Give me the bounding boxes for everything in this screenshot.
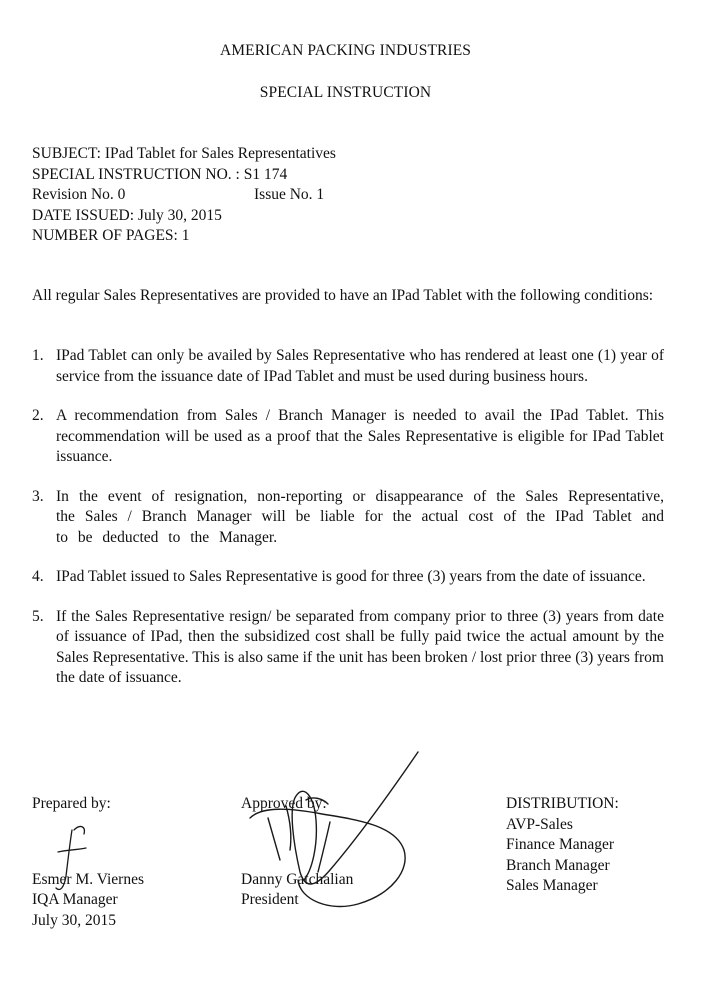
distribution-item: Branch Manager [506,856,610,874]
item-number: 5. [32,607,44,625]
distribution-item: Sales Manager [506,877,598,894]
date-issued: DATE ISSUED: July 30, 2015 [32,206,222,224]
item-text: If the Sales Representative resign/ be separated from company prior to three (3) years from date of issuance of IPad, then the subsidized cost shall be fully paid twice the actual amount by the Sales Representative. This is also same if the unit has been broken / lost prior three (3) years from the date of issuance. [56,607,664,686]
item-number: 2. [32,407,44,424]
list-item [32,567,664,588]
conditions-list [32,346,664,708]
item-text: IPad Tablet can only be availed by Sales Representative who has rendered at least one (1) year of service from the issuance date of IPad Tablet and must be used during business hours. [56,347,664,385]
list-item [32,607,664,689]
instruction-number: SPECIAL INSTRUCTION NO. : S1 174 [32,165,288,183]
intro-paragraph: All regular Sales Representatives are provided to have an IPad Tablet with the following conditions: [32,287,654,304]
list-item [32,406,664,468]
distribution-label: DISTRIBUTION: [506,795,619,812]
item-text: In the event of resignation, non-reporting or disappearance of the Sales Representative, the Sales / Branch Manager will be liable for the actual cost of the IPad Tablet and to be deducted to the Manager. [56,487,664,546]
item-number: 4. [32,568,44,585]
preparer-name: Esmer M. Viernes [32,870,144,888]
approver-title: President [241,891,299,908]
document-meta [32,144,336,247]
company-name: AMERICAN PACKING INDUSTRIES [219,42,471,59]
approved-by-label: Approved by: [241,795,327,812]
approver-name: Danny Gatchalian [241,870,354,888]
number-of-pages: NUMBER OF PAGES: 1 [32,227,190,244]
list-item [32,487,664,549]
distribution-block [506,794,619,897]
prepared-by-label: Prepared by: [32,795,111,812]
issue-number: Issue No. 1 [254,186,325,203]
item-number: 3. [32,487,44,505]
item-number: 1. [32,347,44,364]
prepared-by-block [32,794,144,931]
prepared-date: July 30, 2015 [32,911,116,929]
approved-by-block [241,794,353,911]
revision-line [32,185,336,206]
document-type: SPECIAL INSTRUCTION [259,84,432,101]
preparer-title: IQA Manager [32,891,118,908]
subject-line: SUBJECT: IPad Tablet for Sales Representatives [32,145,336,162]
distribution-item: AVP-Sales [506,815,573,833]
revision-number: Revision No. 0 [32,186,126,203]
distribution-item: Finance Manager [506,836,615,853]
item-text: A recommendation from Sales / Branch Manager is needed to avail the IPad Tablet. This recommendation will be used as a proof that the Sales Representative is eligible for IPad Tablet issuance. [56,407,664,465]
list-item [32,346,664,387]
item-text: IPad Tablet issued to Sales Representative is good for three (3) years from the date of issuance. [56,568,646,585]
